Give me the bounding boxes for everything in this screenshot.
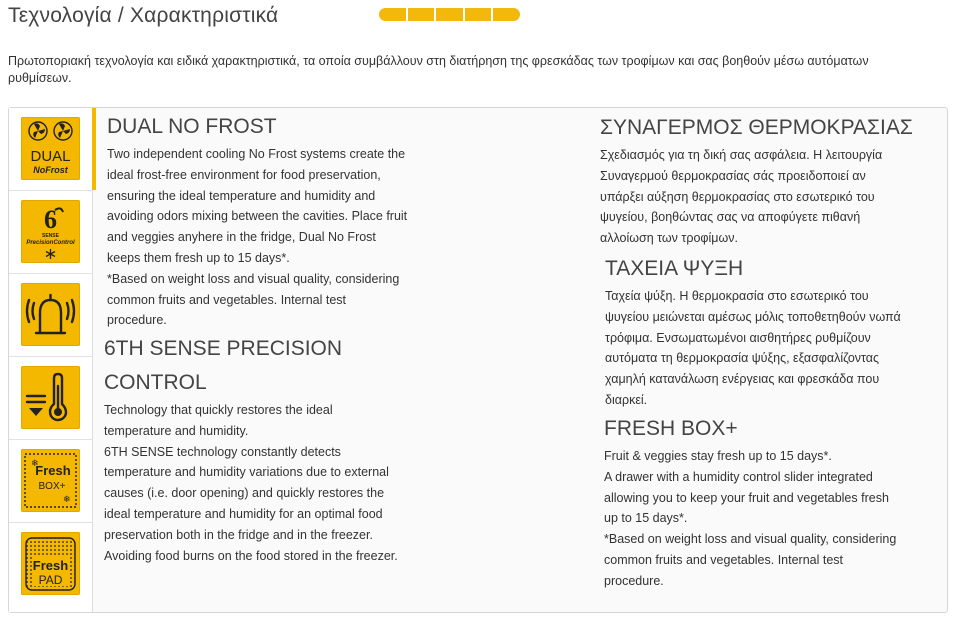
text-line: Fruit & veggies stay fresh up to 15 days*. (604, 449, 832, 463)
icon-label: BOX+ (38, 481, 66, 492)
text-line: *Based on weight loss and visual quality, considering (107, 271, 400, 286)
text-line: ψυγείου μειώνεται αμέσως μόλις τοποθετηθούν νωπά (605, 309, 901, 324)
progress-bar (379, 8, 520, 21)
icon-label: SENSE (42, 233, 59, 239)
text-line: Συναγερμού θερμοκρασίας σάς προειδοποιεί αν (600, 168, 866, 183)
text-line: διαρκεί. (605, 392, 648, 407)
text-line: and veggies anyhere in the fridge, Dual No Frost (107, 230, 376, 245)
feature-fast-cooling (605, 252, 935, 411)
feature-tab-freshpad[interactable] (9, 523, 92, 605)
icon-label: PAD (38, 573, 63, 587)
freshpad-icon (21, 532, 80, 595)
text-line: *Based on weight loss and visual quality, considering (604, 532, 897, 547)
text-line: ensuring the ideal temperature and humidity and (107, 188, 376, 203)
feature-description (605, 286, 935, 411)
icon-label: Fresh (32, 558, 69, 573)
text-line: Two independent cooling No Frost systems create the (107, 147, 406, 161)
feature-description (107, 144, 437, 331)
feature-title: 6TH SENSE PRECISION (104, 337, 343, 360)
feature-tab-dual-nofrost[interactable] (9, 108, 92, 191)
precision-control-icon (21, 200, 80, 263)
text-line: Σχεδιασμός για τη δική σας ασφάλεια. Η λειτουργία (600, 148, 883, 162)
text-line: χαμηλή κατανάλωση ενέργειας και φρεσκάδα που (605, 372, 880, 387)
text-line: 6TH SENSE technology constantly detects (104, 444, 341, 459)
fast-cooling-thermometer-icon (21, 366, 80, 429)
intro-text: Πρωτοποριακή τεχνολογία και ειδικά χαρακτηριστικά, τα οποία συμβάλλουν στη διατήρηση της φρεσκάδας των τροφίμων και σας βοηθούν μέσω αυτόματων ρυθμίσεων. (8, 54, 869, 85)
text-line: up to 15 days*. (604, 511, 688, 526)
text-line: common fruits and vegetables. Internal test (604, 552, 844, 567)
active-indicator (92, 108, 96, 190)
text-line: avoiding odors mixing between the cavities. Place fruit (107, 209, 408, 224)
text-line: causes (i.e. door opening) and quickly restores the (104, 486, 385, 501)
feature-title: ΣΥΝΑΓΕΡΜΟΣ ΘΕΡΜΟΚΡΑΣΙΑΣ (600, 116, 913, 139)
progress-segment (493, 8, 520, 21)
feature-tab-fast-cooling[interactable] (9, 357, 92, 440)
text-line: common fruits and vegetables. Internal test (107, 292, 347, 307)
alarm-bell-icon (21, 283, 80, 346)
progress-segment (379, 8, 406, 21)
text-line: ideal temperature and humidity for an optimal food (104, 506, 383, 521)
feature-dual-nofrost (107, 110, 437, 331)
feature-title: FRESH BOX+ (604, 417, 738, 440)
progress-segment (436, 8, 463, 21)
text-line: αλλοίωση των τροφίμων. (600, 231, 738, 246)
text-line: allowing you to keep your fruit and vegetables fresh (604, 490, 889, 505)
page-title: Τεχνολογία / Χαρακτηριστικά (8, 4, 279, 27)
text-line: αυτόματα τη θερμοκρασία ψύξης, εξασφαλίζοντας (605, 351, 880, 366)
text-line: ψυγείου, βοηθώντας σας να αποφύγετε πιθανή (600, 210, 861, 225)
text-line: procedure. (107, 313, 167, 328)
feature-title: ΤΑΧΕΙΑ ΨΥΞΗ (605, 257, 744, 280)
text-line: procedure. (604, 573, 664, 588)
text-line: υπάρξει αύξηση θερμοκρασίας στο εσωτερικό του (600, 189, 875, 204)
text-line: preservation both in the fridge and in the freezer. (104, 527, 373, 542)
text-line: ideal frost-free environment for food preservation, (107, 167, 381, 182)
icon-label: PrecisionControl (26, 240, 75, 246)
text-line: τρόφιμα. Ενσωματωμένοι αισθητήρες ρυθμίζουν (605, 330, 871, 345)
progress-segment (408, 8, 435, 21)
feature-temperature-alarm (600, 111, 930, 249)
features-panel (8, 107, 948, 613)
icon-label: 6 (44, 205, 57, 234)
feature-description (600, 145, 930, 249)
feature-tab-temperature-alarm[interactable] (9, 274, 92, 357)
feature-icon-list (9, 108, 93, 612)
feature-tab-precision-control[interactable] (9, 191, 92, 274)
feature-title: CONTROL (104, 371, 207, 394)
text-line: Technology that quickly restores the ideal (104, 403, 333, 417)
feature-freshbox (604, 412, 934, 592)
feature-title: DUAL NO FROST (107, 115, 277, 138)
dual-nofrost-icon (21, 117, 80, 180)
icon-label: Fresh (35, 463, 71, 478)
text-line: keeps them fresh up to 15 days*. (107, 250, 290, 265)
svg-text:❄: ❄ (63, 495, 71, 505)
text-line: temperature and humidity. (104, 423, 249, 438)
freshbox-icon (21, 449, 80, 512)
svg-text:❄: ❄ (31, 459, 39, 469)
feature-6th-sense (104, 332, 444, 566)
feature-description (604, 446, 934, 592)
icon-label: DUAL (30, 148, 71, 165)
text-line: A drawer with a humidity control slider integrated (604, 469, 873, 484)
feature-description (104, 400, 444, 566)
text-line: temperature and humidity variations due to external (104, 465, 389, 480)
text-line: Avoiding food burns on the food stored in the freezer. (104, 548, 398, 563)
icon-label: NoFrost (33, 165, 68, 175)
feature-tab-freshbox[interactable] (9, 440, 92, 523)
progress-segment (465, 8, 492, 21)
text-line: Ταχεία ψύξη. Η θερμοκρασία στο εσωτερικό του (605, 289, 869, 303)
